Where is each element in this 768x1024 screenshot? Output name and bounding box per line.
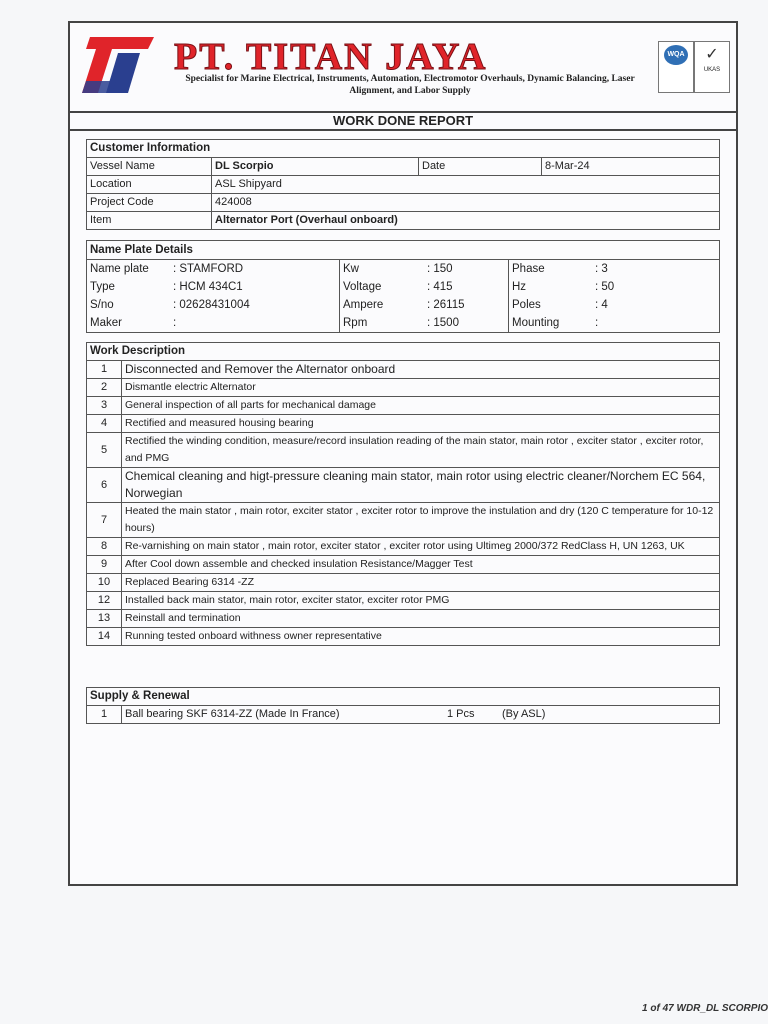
row-number: 5: [87, 433, 122, 468]
row-number: 4: [87, 415, 122, 433]
wqa-seal: WQA: [664, 45, 688, 65]
task-text: After Cool down assemble and checked insulation Resistance/Magger Test: [122, 556, 720, 574]
section-heading: Name Plate Details: [90, 244, 193, 256]
item-value: Alternator Port (Overhaul onboard): [212, 212, 720, 230]
location-value: ASL Shipyard: [212, 176, 720, 194]
nameplate-label: Voltage: [343, 281, 382, 293]
ukas-mark: UKAS: [703, 67, 721, 73]
table-row: [87, 433, 720, 468]
supply-note: (By ASL): [502, 708, 546, 720]
nameplate-value: : 50: [595, 281, 615, 293]
project-code-value: 424008: [212, 194, 720, 212]
task-text: Reinstall and termination: [122, 610, 720, 628]
task-text: Replaced Bearing 6314 -ZZ: [122, 574, 720, 592]
certification-badge: [658, 41, 694, 93]
table-row: [87, 628, 720, 646]
task-text: Running tested onboard withness owner representative: [122, 628, 720, 646]
field-label: Date: [419, 158, 542, 176]
section-heading: Work Description: [87, 343, 720, 361]
table-row: [87, 379, 720, 397]
nameplate-value: :: [595, 317, 599, 329]
table-row: [87, 592, 720, 610]
nameplate-value: : 02628431004: [173, 299, 250, 311]
letterhead: [70, 23, 736, 113]
supply-qty: 1 Pcs: [447, 708, 475, 720]
report-title: WORK DONE REPORT: [70, 113, 736, 131]
row-number: 6: [87, 468, 122, 503]
field-label: Item: [87, 212, 212, 230]
row-number: 3: [87, 397, 122, 415]
task-text: Installed back main stator, main rotor, exciter stator, exciter rotor PMG: [122, 592, 720, 610]
vessel-name-value: DL Scorpio: [212, 158, 419, 176]
certification-badge: [694, 41, 730, 93]
row-number: 1: [87, 361, 122, 379]
row-number: 14: [87, 628, 122, 646]
nameplate-value: : STAMFORD: [173, 263, 244, 275]
customer-info-table: [86, 139, 720, 230]
field-label: Project Code: [87, 194, 212, 212]
work-description-table: [86, 342, 720, 646]
row-number: 13: [87, 610, 122, 628]
task-text: Disconnected and Remover the Alternator onboard: [122, 361, 720, 379]
company-logo: [82, 37, 154, 93]
nameplate-label: Name plate: [90, 263, 149, 275]
nameplate-value: : HCM 434C1: [173, 281, 243, 293]
table-row: [87, 538, 720, 556]
nameplate-label: Kw: [343, 263, 359, 275]
field-label: Vessel Name: [87, 158, 212, 176]
document-page: [68, 21, 738, 886]
nameplate-label: Hz: [512, 281, 527, 293]
supply-renewal-table: [86, 687, 720, 724]
supply-item: Ball bearing SKF 6314-ZZ (Made In France): [125, 708, 340, 720]
section-heading: Customer Information: [87, 140, 720, 158]
table-row: [87, 468, 720, 503]
table-row: [87, 706, 720, 724]
nameplate-label: Ampere: [343, 299, 384, 311]
nameplate-label: Phase: [512, 263, 545, 275]
nameplate-value: : 1500: [427, 317, 459, 329]
task-text: Rectified the winding condition, measure/record insulation reading of the main stator, main rotor , exciter stator , exciter rotor, and PMG: [122, 433, 720, 468]
table-row: [87, 361, 720, 379]
task-text: Heated the main stator , main rotor, exciter stator , exciter rotor to improve the instulation and dry (120 C temperature for 10-12 hours): [122, 503, 720, 538]
row-number: 1: [87, 706, 122, 724]
nameplate-value: : 150: [427, 263, 453, 275]
row-number: 2: [87, 379, 122, 397]
task-text: Rectified and measured housing bearing: [122, 415, 720, 433]
nameplate-value: : 3: [595, 263, 608, 275]
table-row: [87, 556, 720, 574]
nameplate-value: :: [173, 317, 177, 329]
nameplate-label: Type: [90, 281, 115, 293]
task-text: Re-varnishing on main stator , main rotor, exciter stator , exciter rotor using Ultimeg 2000/372 RedClass H, UN 1263, UK: [122, 538, 720, 556]
nameplate-value: : 4: [595, 299, 608, 311]
date-value: 8-Mar-24: [542, 158, 720, 176]
task-text: Dismantle electric Alternator: [122, 379, 720, 397]
nameplate-label: S/no: [90, 299, 114, 311]
check-icon: ✓: [705, 46, 719, 63]
section-heading: Supply & Renewal: [87, 688, 720, 706]
nameplate-label: Rpm: [343, 317, 368, 329]
table-row: [87, 574, 720, 592]
nameplate-label: Mounting: [512, 317, 560, 329]
row-number: 8: [87, 538, 122, 556]
nameplate-label: Poles: [512, 299, 541, 311]
row-number: 9: [87, 556, 122, 574]
nameplate-label: Maker: [90, 317, 122, 329]
page-footer: 1 of 47 WDR_DL SCORPIO: [642, 1003, 768, 1014]
table-row: [87, 415, 720, 433]
table-row: [87, 610, 720, 628]
table-row: [87, 503, 720, 538]
company-tagline: Specialist for Marine Electrical, Instruments, Automation, Electromotor Overhauls, Dynamic Balancing, Laser Alignment, and Labor Supply: [185, 74, 635, 96]
nameplate-section: [86, 240, 720, 333]
row-number: 7: [87, 503, 122, 538]
nameplate-value: : 26115: [427, 299, 465, 311]
row-number: 12: [87, 592, 122, 610]
table-row: [87, 397, 720, 415]
task-text: General inspection of all parts for mechanical damage: [122, 397, 720, 415]
row-number: 10: [87, 574, 122, 592]
company-name: PT. TITAN JAYA: [174, 36, 488, 78]
nameplate-value: : 415: [427, 281, 453, 293]
task-text: Chemical cleaning and higt-pressure cleaning main stator, main rotor using electric cleaner/Norchem EC 564, Norwegian: [122, 468, 720, 503]
field-label: Location: [87, 176, 212, 194]
